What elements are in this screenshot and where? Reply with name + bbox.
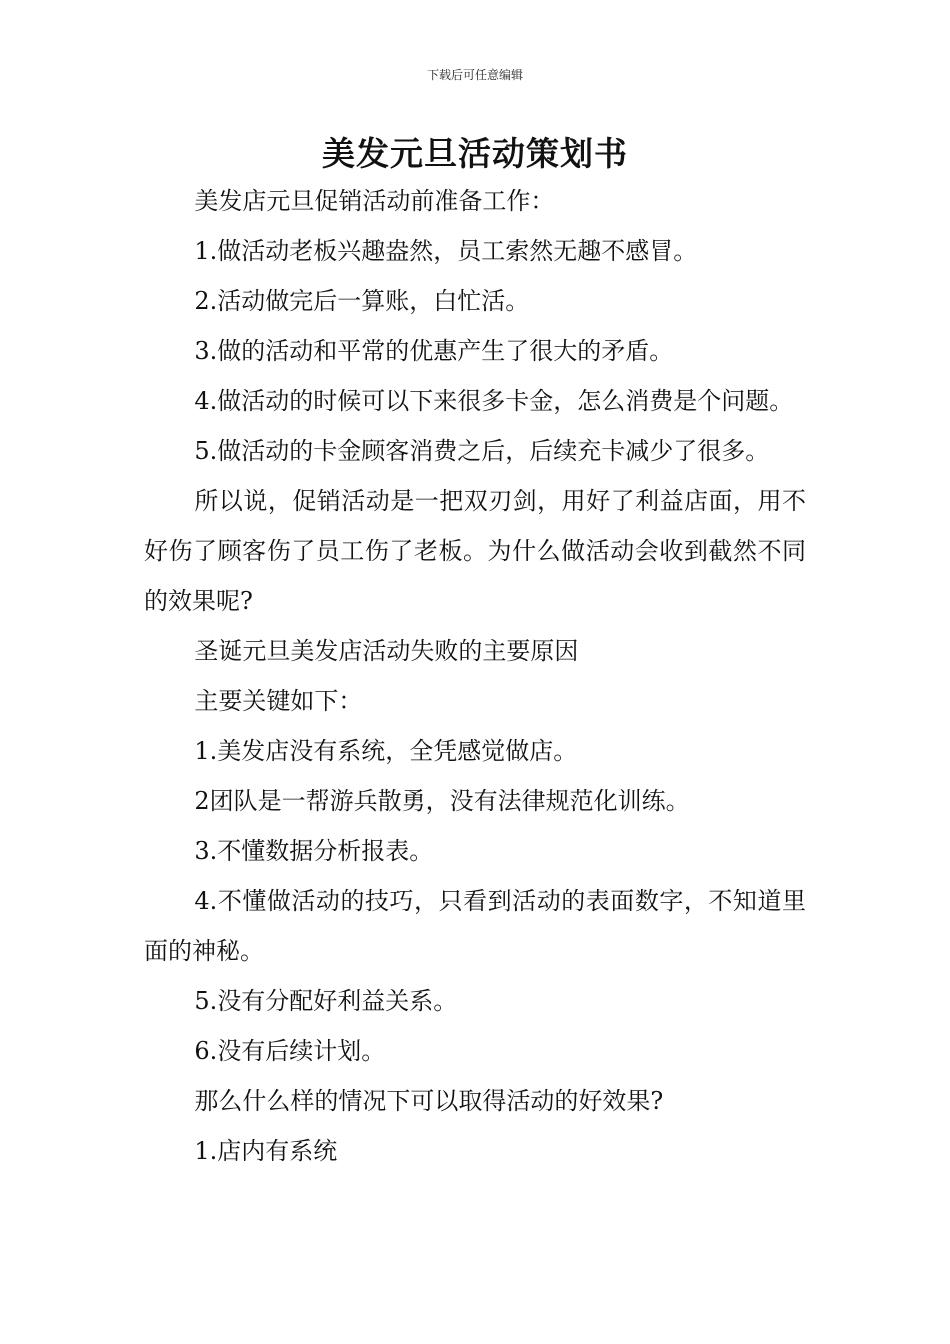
paragraph-reason-4: 4.不懂做活动的技巧，只看到活动的表面数字，不知道里面的神秘。 — [144, 887, 806, 965]
paragraph-item-5: 5.做活动的卡金顾客消费之后，后续充卡减少了很多。 — [194, 437, 770, 465]
paragraph-item-1: 1.做活动老板兴趣盎然，员工索然无趣不感冒。 — [194, 237, 698, 265]
paragraph-reason-6: 6.没有后续计划。 — [194, 1037, 386, 1065]
document-body — [144, 176, 806, 1176]
paragraph-reason-1: 1.美发店没有系统，全凭感觉做店。 — [194, 737, 578, 765]
paragraph-reason-3: 3.不懂数据分析报表。 — [194, 837, 434, 865]
paragraph-success-1: 1.店内有系统 — [194, 1137, 338, 1165]
paragraph-summary: 所以说，促销活动是一把双刃剑，用好了利益店面，用不好伤了顾客伤了员工伤了老板。为什么做活动会收到截然不同的效果呢? — [144, 487, 806, 615]
paragraph-prep-heading: 美发店元旦促销活动前准备工作： — [194, 187, 555, 215]
paragraph-reason-5: 5.没有分配好利益关系。 — [194, 987, 458, 1015]
paragraph-reason-2: 2团队是一帮游兵散勇，没有法律规范化训练。 — [194, 787, 690, 815]
paragraph-item-3: 3.做的活动和平常的优惠产生了很大的矛盾。 — [194, 337, 674, 365]
paragraph-failure-heading: 圣诞元旦美发店活动失败的主要原因 — [194, 637, 579, 665]
paragraph-item-2: 2.活动做完后一算账，白忙活。 — [194, 287, 530, 315]
header-note: 下载后可任意编辑 — [426, 68, 523, 82]
paragraph-success-question: 那么什么样的情况下可以取得活动的好效果? — [194, 1087, 664, 1115]
paragraph-key-points: 主要关键如下： — [194, 687, 363, 715]
paragraph-item-4: 4.做活动的时候可以下来很多卡金，怎么消费是个问题。 — [194, 387, 794, 415]
document-title: 美发元旦活动策划书 — [322, 134, 628, 173]
